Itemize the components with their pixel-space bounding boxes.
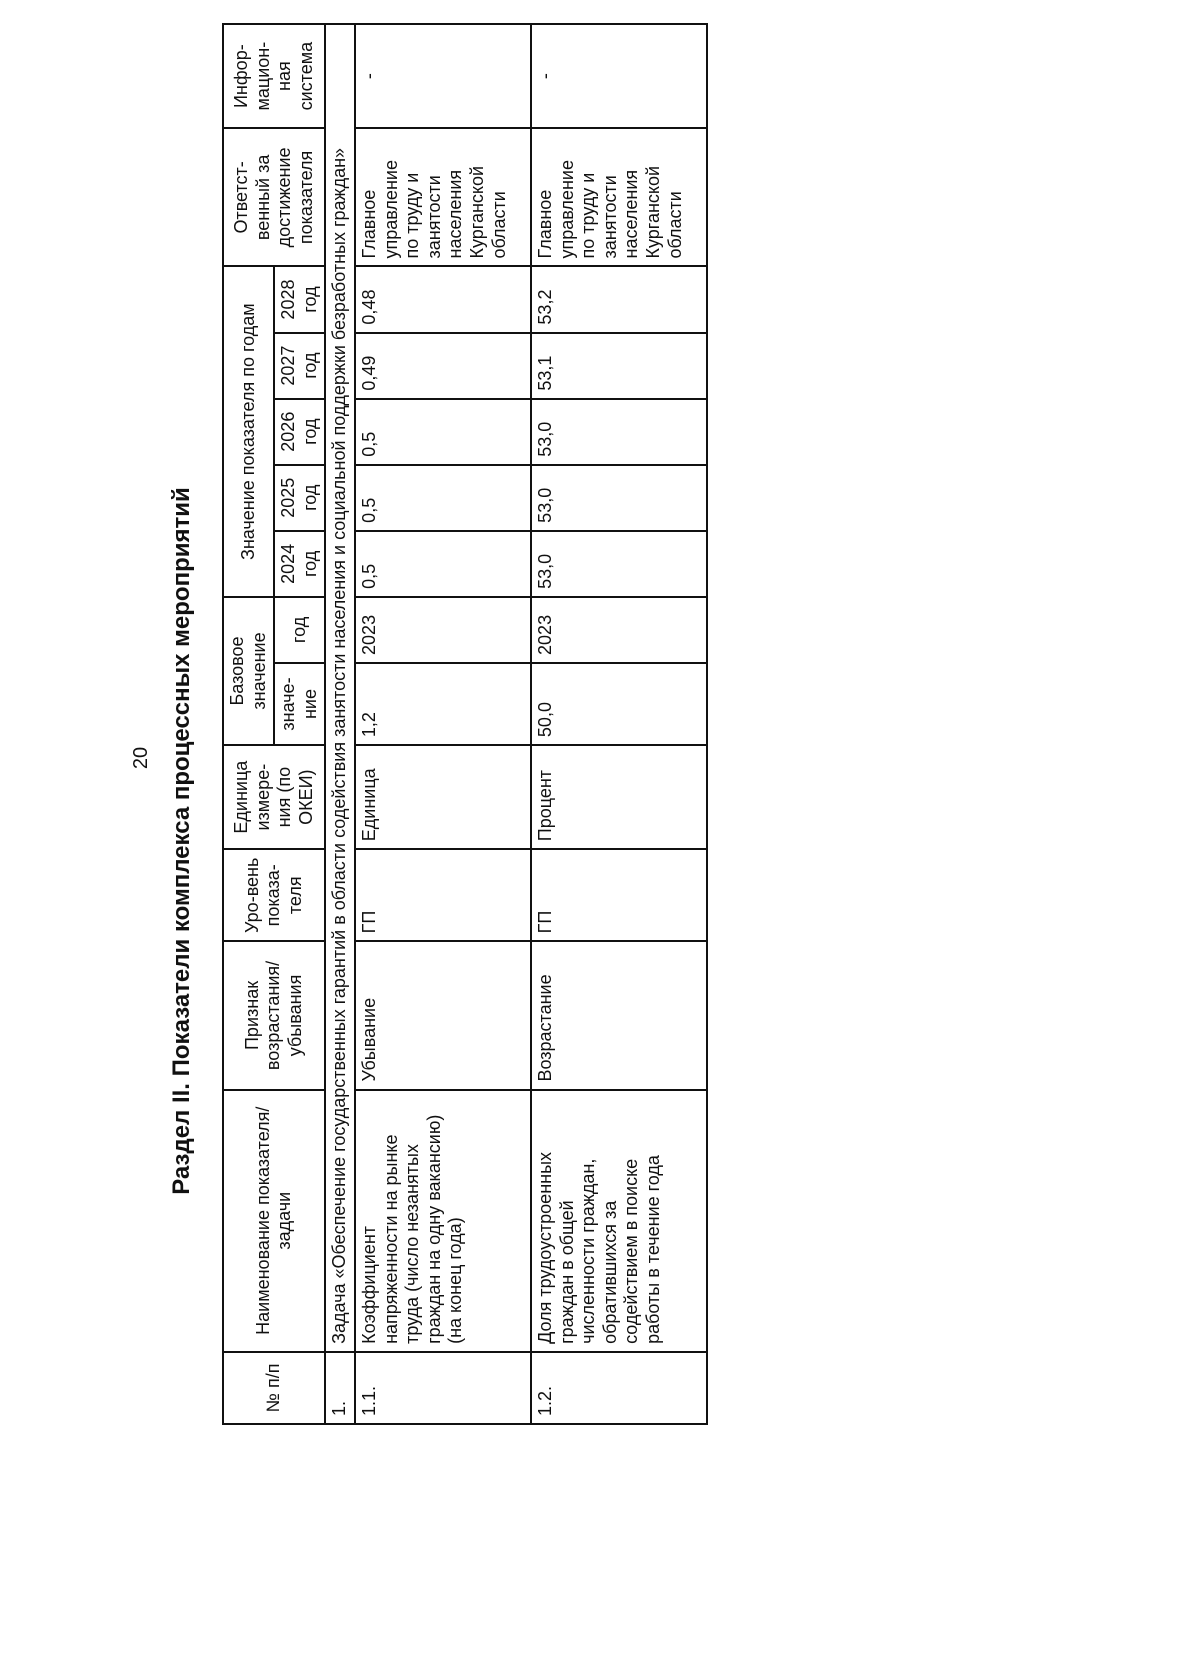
- row-value-2027: 53,1: [531, 333, 707, 399]
- row-base-year: 2023: [531, 597, 707, 663]
- row-base-value: 50,0: [531, 663, 707, 745]
- page-number: 20: [130, 746, 152, 770]
- row-unit: Процент: [531, 745, 707, 849]
- row-num: 1.2.: [531, 1352, 707, 1424]
- header-year-2025: 2025 год: [274, 465, 325, 531]
- indicators-table: [222, 23, 708, 1425]
- row-level: ГП: [355, 849, 531, 941]
- header-year-2027: 2027 год: [274, 333, 325, 399]
- row-value-2026: 0,5: [355, 399, 531, 465]
- section-title: Раздел II. Показатели комплекса процессных мероприятий: [168, 487, 195, 1195]
- row-responsible: Главное управление по труду и занятости населения Курганской области: [355, 128, 531, 266]
- header-year-2024: 2024 год: [274, 531, 325, 597]
- row-value-2025: 53,0: [531, 465, 707, 531]
- table-row: [531, 24, 707, 1424]
- row-value-2028: 0,48: [355, 266, 531, 332]
- row-trend: Убывание: [355, 941, 531, 1089]
- header-base: Базовое значение: [223, 597, 274, 745]
- header-year-2026: 2026 год: [274, 399, 325, 465]
- row-trend: Возрастание: [531, 941, 707, 1089]
- header-values: Значение показателя по годам: [223, 266, 274, 596]
- header-unit: Единица измере-ния (по ОКЕИ): [223, 745, 325, 849]
- task-row: [325, 24, 355, 1424]
- header-base-year: год: [274, 597, 325, 663]
- row-responsible: Главное управление по труду и занятости населения Курганской области: [531, 128, 707, 266]
- row-info: -: [531, 24, 707, 128]
- header-num: № п/п: [223, 1352, 325, 1424]
- header-row: [223, 24, 274, 1424]
- row-value-2025: 0,5: [355, 465, 531, 531]
- row-value-2024: 0,5: [355, 531, 531, 597]
- header-responsible: Ответст-венный за достижение показателя: [223, 128, 325, 266]
- header-level: Уро-вень показа-теля: [223, 849, 325, 941]
- row-level: ГП: [531, 849, 707, 941]
- row-base-year: 2023: [355, 597, 531, 663]
- header-trend: Признак возрастания/ убывания: [223, 941, 325, 1089]
- table-row: [355, 24, 531, 1424]
- row-num: 1.1.: [355, 1352, 531, 1424]
- row-value-2026: 53,0: [531, 399, 707, 465]
- row-name: Коэффициент напряженности на рынке труда (число незанятых граждан на одну вакансию) (на конец года): [355, 1090, 531, 1352]
- header-name: Наименование показателя/ задачи: [223, 1090, 325, 1352]
- task-num: 1.: [325, 1352, 355, 1424]
- row-value-2028: 53,2: [531, 266, 707, 332]
- header-info: Инфор-мацион-ная система: [223, 24, 325, 128]
- row-value-2024: 53,0: [531, 531, 707, 597]
- header-base-value: значе-ние: [274, 663, 325, 745]
- row-name: Доля трудоустроенных граждан в общей численности граждан, обратившихся за содействием в поиске работы в течение года: [531, 1090, 707, 1352]
- header-year-2028: 2028 год: [274, 266, 325, 332]
- row-base-value: 1,2: [355, 663, 531, 745]
- row-value-2027: 0,49: [355, 333, 531, 399]
- task-text: Задача «Обеспечение государственных гарантий в области содействия занятости населения и социальной поддержки безработных граждан»: [325, 24, 355, 1352]
- row-unit: Единица: [355, 745, 531, 849]
- row-info: -: [355, 24, 531, 128]
